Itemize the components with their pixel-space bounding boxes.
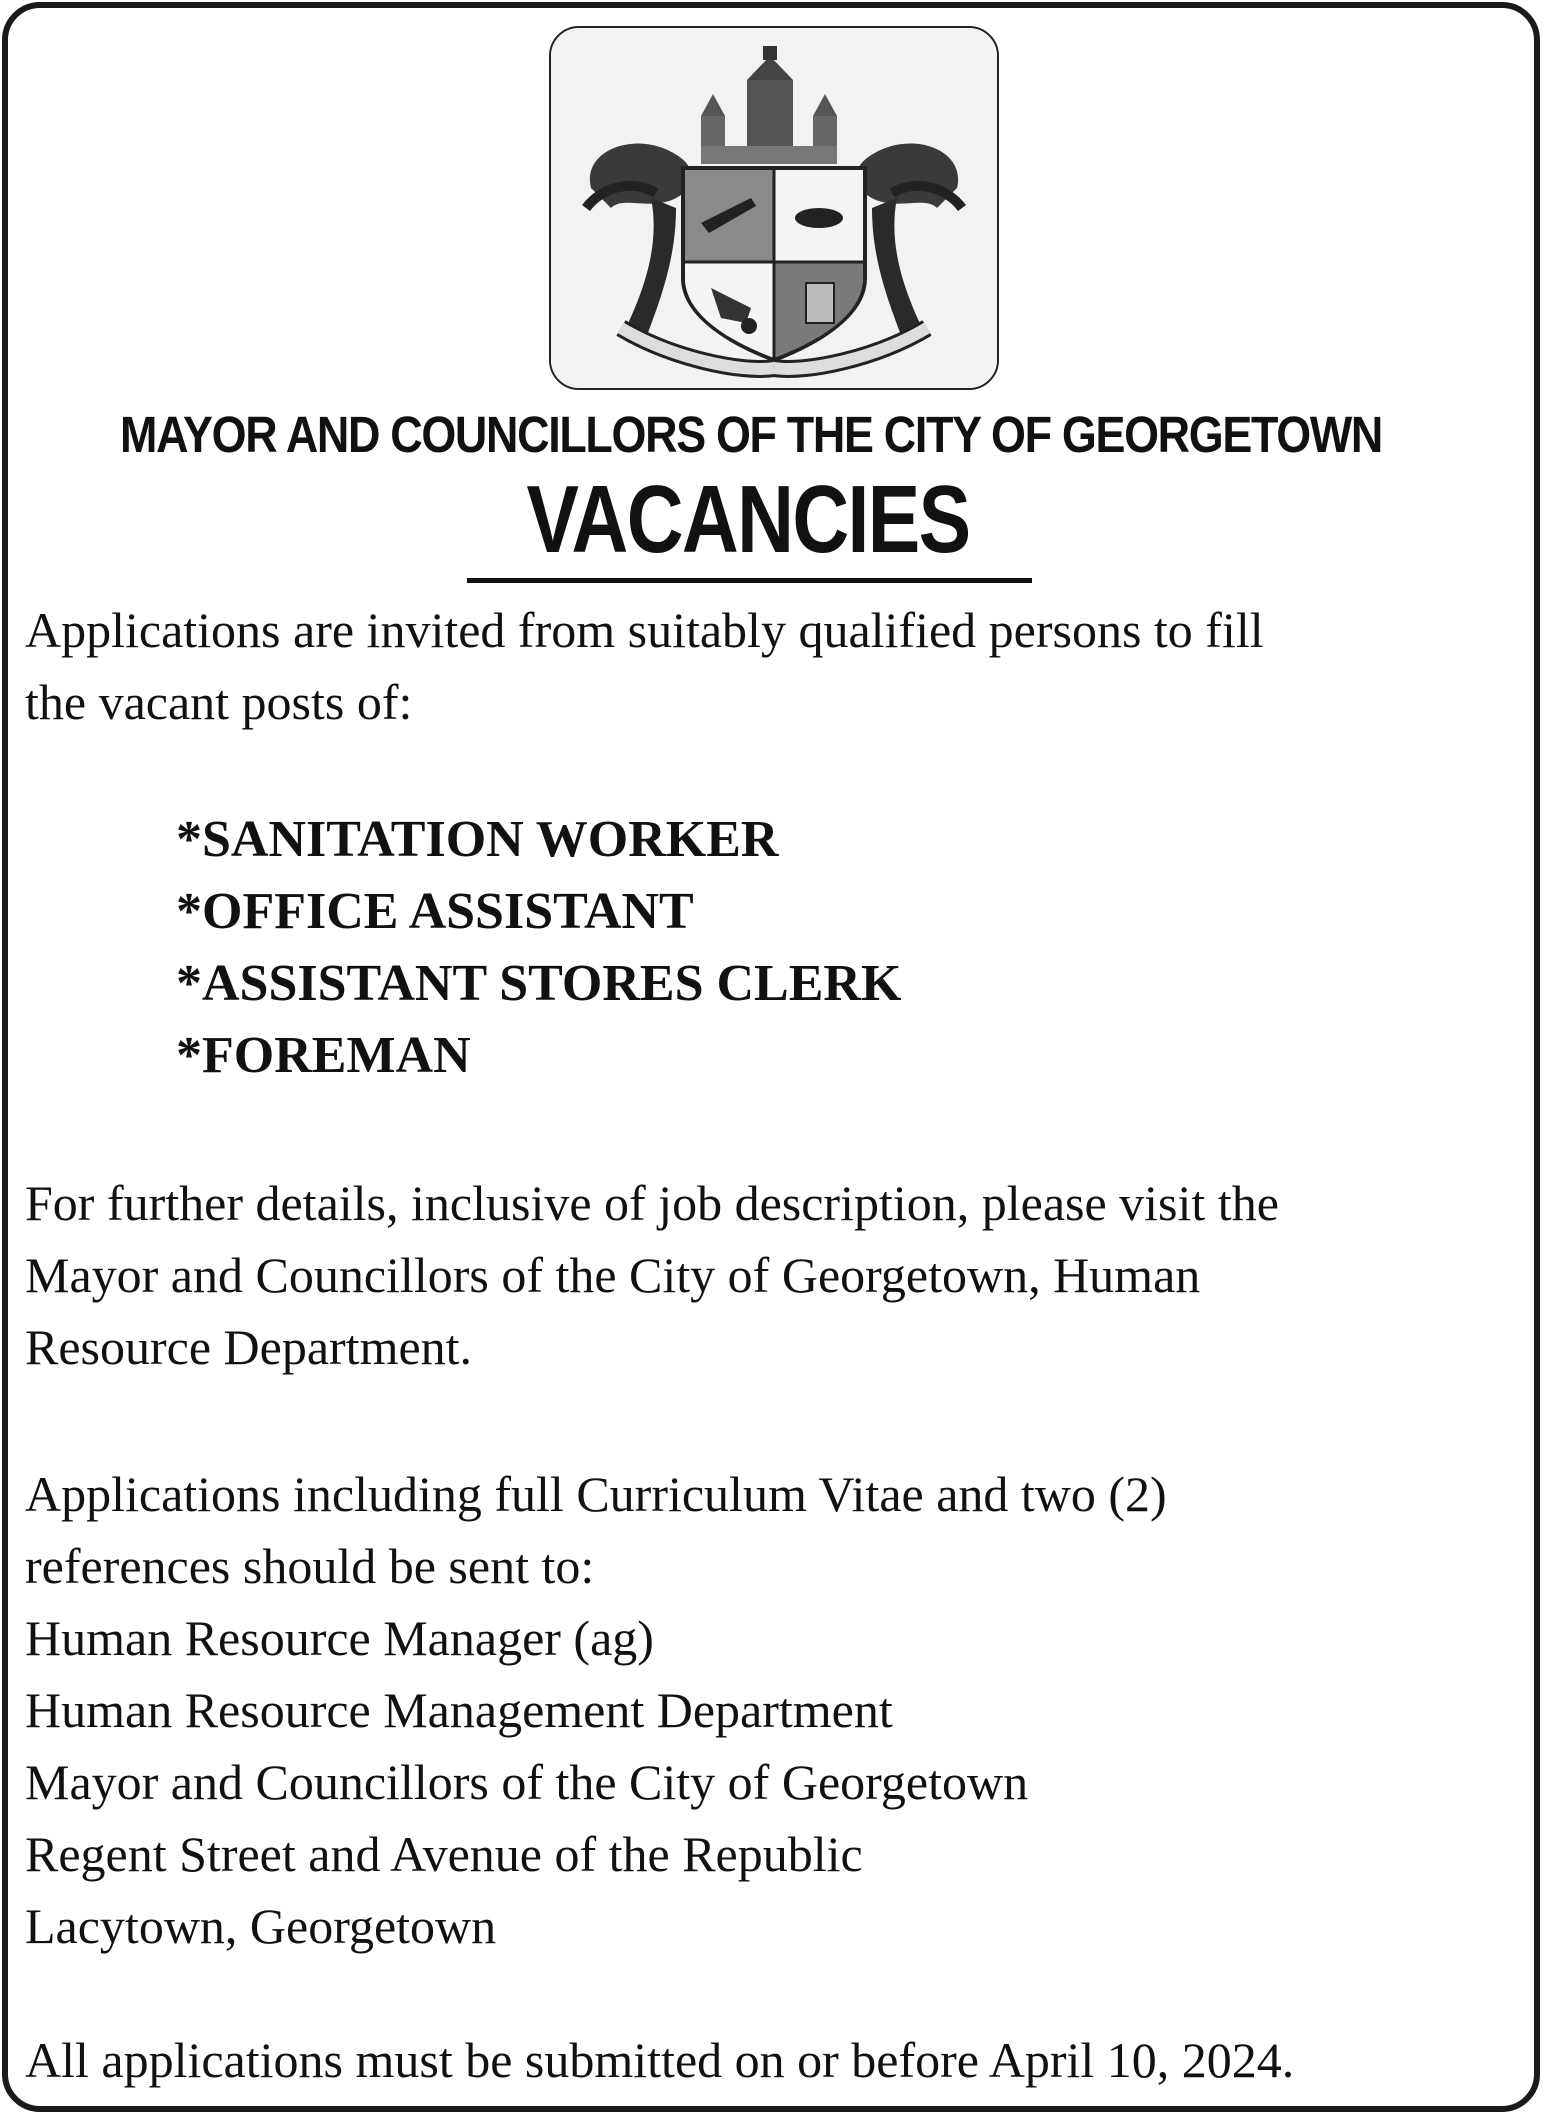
heading-underline — [467, 578, 1032, 583]
position-item: *FOREMAN — [176, 1027, 471, 1084]
positions-list — [176, 804, 901, 1092]
details-line: For further details, inclusive of job description, please visit the — [25, 1175, 1279, 1231]
address-line: Mayor and Councillors of the City of Georgetown — [25, 1754, 1029, 1810]
address-line: Applications including full Curriculum Vitae and two (2) — [25, 1466, 1167, 1522]
address-line: Human Resource Manager (ag) — [25, 1610, 654, 1666]
city-crest — [549, 26, 999, 390]
address-line: Regent Street and Avenue of the Republic — [25, 1826, 863, 1882]
coat-of-arms-icon — [551, 28, 997, 388]
details-line: Mayor and Councillors of the City of Georgetown, Human — [25, 1247, 1201, 1303]
address-line: references should be sent to: — [25, 1538, 595, 1594]
intro-line: Applications are invited from suitably qualified persons to fill — [25, 602, 1264, 658]
address-line: Human Resource Management Department — [25, 1682, 893, 1738]
position-item: *SANITATION WORKER — [176, 811, 779, 868]
intro-paragraph — [25, 594, 1264, 738]
organization-title: MAYOR AND COUNCILLORS OF THE CITY OF GEORGETOWN — [120, 406, 1382, 463]
deadline-notice: All applications must be submitted on or before April 10, 2024. — [25, 2032, 1295, 2088]
page-heading: VACANCIES — [526, 466, 970, 573]
details-line: Resource Department. — [25, 1319, 473, 1375]
address-line: Lacytown, Georgetown — [25, 1898, 497, 1954]
intro-line: the vacant posts of: — [25, 674, 413, 730]
details-paragraph — [25, 1167, 1279, 1383]
application-address — [25, 1458, 1167, 1962]
position-item: *OFFICE ASSISTANT — [176, 883, 694, 940]
position-item: *ASSISTANT STORES CLERK — [176, 955, 902, 1012]
